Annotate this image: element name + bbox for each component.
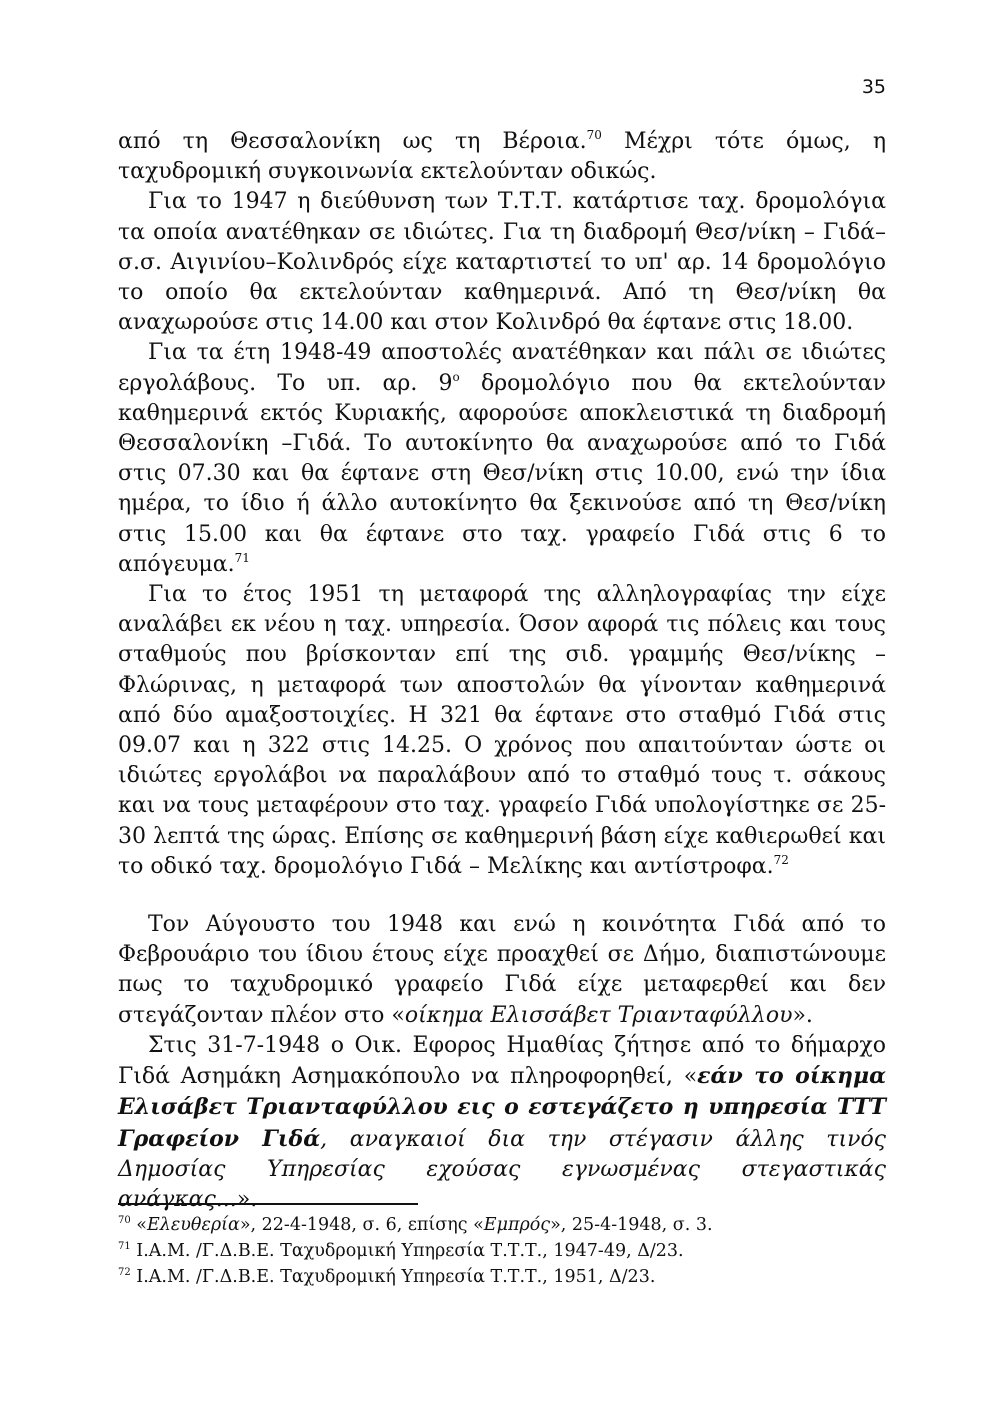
quoted-building-name: οίκημα Ελισσάβετ Τριανταφύλλου	[404, 1002, 793, 1028]
footnote-text: «	[130, 1215, 148, 1235]
paragraph-text: Τον Αύγουστο του 1948 και ενώ η κοινότητα Γιδά από το Φεβρουάριο του ίδιου έτους είχε προαχθεί σε Δήμο, διαπιστώνουμε πως το ταχυδρομικό γραφείο Γιδά είχε μεταφερθεί και δεν στεγάζονταν πλέον στο «	[118, 912, 886, 1028]
quoted-text-bold: εάν το οίκημα Ελισάβετ Τριανταφύλλου εις ο εστεγάζετο η υπηρεσία ΤΤΤ Γραφείον Γιδά	[118, 1063, 886, 1152]
paragraph-text: Μέχρι τότε όμως, η ταχυδρομική συγκοινωνία εκτελούνταν οδικώς.	[118, 129, 887, 185]
footnote-number: 71	[118, 1241, 131, 1252]
paragraph-text: Για το 1947 η διεύθυνση των Τ.Τ.Τ. κατάρτισε ταχ. δρομολόγια τα οποία ανατέθηκαν σε ιδιώτες. Για τη διαδρομή Θεσ/νίκη – Γιδά–σ.σ. Αιγινίου–Κολινδρός είχε καταρτιστεί το υπ' αρ. 14 δρομολόγιο το οποίο θα εκτελούνταν καθημερινά. Από τη Θεσ/νίκη θα αναχωρούσε στις 14.00 και στον Κολινδρό θα έφτανε στις 18.00.	[118, 189, 886, 336]
page-number: 35	[861, 76, 886, 98]
paragraph-text: από τη Θεσσαλονίκη ως τη Βέροια.	[118, 129, 587, 154]
footnote-ref-71[interactable]: 71	[234, 550, 250, 565]
paragraph-text: Στις 31-7-1948 ο Οικ. Εφορος Ημαθίας ζήτησε από το δήμαρχο Γιδά Ασημάκη Ασημακόπουλο να πληροφορηθεί, «	[118, 1032, 886, 1090]
footnote-text: », 22-4-1948, σ. 6, επίσης «	[239, 1215, 484, 1235]
footnote-70	[118, 1212, 886, 1238]
paragraph-text: ».	[236, 1186, 258, 1212]
paragraph-text: δρομολόγιο που θα εκτελούνταν καθημερινά εκτός Κυριακής, αφορούσε αποκλειστικά τη διαδρομή Θεσσαλονίκη –Γιδά. Το αυτοκίνητο θα αναχωρούσε από το Γιδά στις 07.30 και θα έφτανε στη Θεσ/νίκη στις 10.00, ενώ την ίδια ημέρα, το ίδιο ή άλλο αυτοκίνητο θα ξεκινούσε από τη Θεσ/νίκη στις 15.00 και θα έφτανε στο ταχ. γραφείο Γιδά στις 6 το απόγευμα.	[118, 370, 886, 577]
paragraph-2	[118, 187, 886, 338]
paragraph-5	[118, 910, 886, 1031]
footnote-72	[118, 1264, 886, 1290]
footnote-number: 72	[118, 1267, 131, 1278]
paragraph-4	[118, 580, 886, 882]
paragraph-text: Για το έτος 1951 τη μεταφορά της αλληλογραφίας την είχε αναλάβει εκ νέου η ταχ. υπηρεσία. Όσον αφορά τις πόλεις και τους σταθμούς που βρίσκονταν επί της σιδ. γραμμής Θεσ/νίκης – Φλώρινας, η μεταφορά των αποστολών θα γίνονταν καθημερινά από δύο αμαξοστοιχίες. Η 321 θα έφτανε στο σταθμό Γιδά στις 09.07 και η 322 στις 14.25. Ο χρόνος που απαιτούνταν ώστε οι ιδιώτες εργολάβοι να παραλάβουν από το σταθμό τους τ. σάκους και να τους μεταφέρουν στο ταχ. γραφείο Γιδά υπολογίστηκε σε 25-30 λεπτά της ώρας. Επίσης σε καθημερινή βάση είχε καθιερωθεί και το οδικό ταχ. δρομολόγιο Γιδά – Μελίκης και αντίστροφα.	[118, 582, 886, 879]
footnotes	[118, 1212, 886, 1290]
quoted-text-italic: , αναγκαιοί δια την στέγασιν άλλης τινός Δημοσίας Υπηρεσίας εχούσας εγνωσμένας στεγαστικάς ανάγκας...	[118, 1126, 887, 1212]
footnote-71	[118, 1238, 886, 1264]
paragraph-3	[118, 338, 886, 580]
footnote-text: Ι.Α.Μ. /Γ.Δ.Β.Ε. Ταχυδρομική Υπηρεσία Τ.Τ.Τ., 1951, Δ/23.	[130, 1267, 656, 1287]
ordinal-superscript: ο	[452, 369, 460, 384]
paragraph-text: ».	[792, 1002, 813, 1028]
paragraph-1	[118, 127, 886, 187]
footnote-ref-72[interactable]: 72	[773, 852, 789, 867]
paragraph-text: Για τα έτη 1948-49 αποστολές ανατέθηκαν και πάλι σε ιδιώτες εργολάβους. Το υπ. αρ. 9	[118, 340, 886, 396]
footnote-text: Ι.Α.Μ. /Γ.Δ.Β.Ε. Ταχυδρομική Υπηρεσία Τ.Τ.Τ., 1947-49, Δ/23.	[130, 1241, 684, 1261]
newspaper-name: Εμπρός	[483, 1215, 551, 1235]
newspaper-name: Ελευθερία	[147, 1215, 240, 1235]
paragraph-6	[118, 1031, 886, 1215]
body-text	[118, 127, 886, 1215]
footnote-number: 70	[118, 1215, 131, 1226]
footnote-ref-70[interactable]: 70	[586, 128, 602, 142]
footnote-text: », 25-4-1948, σ. 3.	[550, 1215, 713, 1235]
footnote-divider	[118, 1203, 418, 1205]
